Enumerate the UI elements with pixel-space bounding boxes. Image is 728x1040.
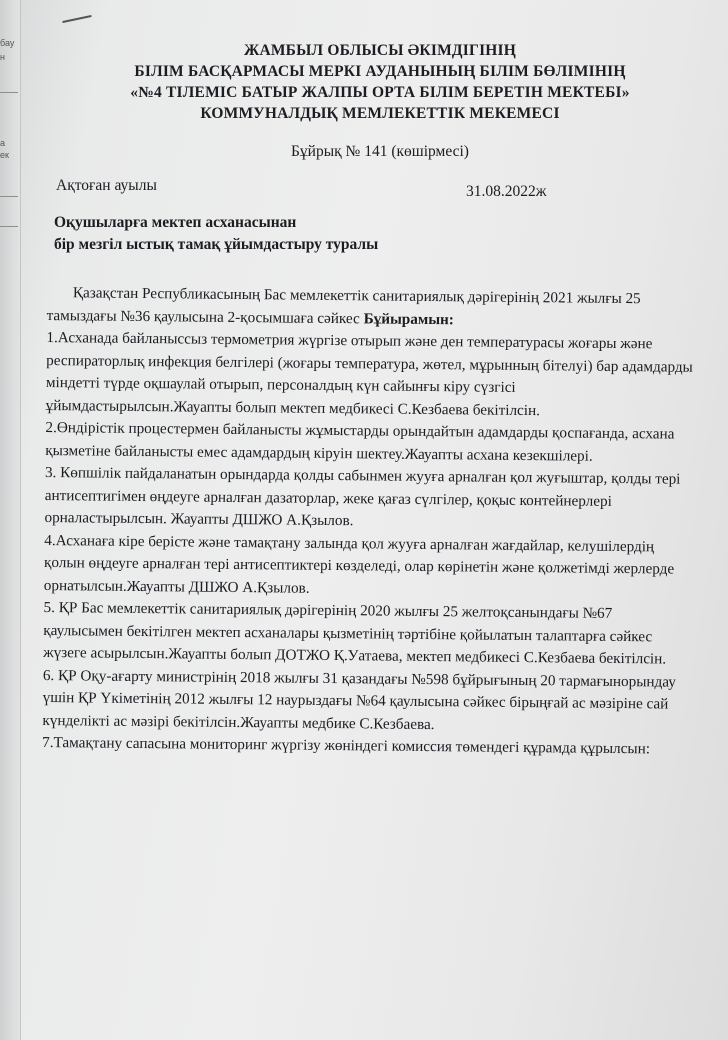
header-line: БІЛІМ БАСҚАРМАСЫ МЕРКІ АУДАНЫНЫҢ БІЛІМ БӨЛІМІНІҢ bbox=[134, 63, 626, 80]
header-line: КОММУНАЛДЫҚ МЕМЛЕКЕТТІК МЕКЕМЕСІ bbox=[200, 105, 560, 122]
header-line: ЖАМБЫЛ ОБЛЫСЫ ӘКІМДІГІНІҢ bbox=[243, 42, 517, 59]
order-date: 31.08.2022ж bbox=[466, 183, 547, 200]
order-item: 5. ҚР Бас мемлекеттік санитариялық дәрігерінің 2020 жылғы 25 желтоқсанындағы №67 қаулысымен бекітілген мектеп асханалары қызметінің тәртібіне қойылатын талаптарға сәйкес жүзеге асырылсын.Жауапты болып ДОТЖО Қ.Уатаева, мектеп медбикесі С.Кезбаева бекітілсін. bbox=[43, 598, 667, 668]
margin-rule bbox=[0, 196, 18, 197]
subject-line: Оқушыларға мектеп асханасынан bbox=[54, 214, 297, 231]
order-item: 3. Көпшілік пайдаланатын орындарда қолды сабынмен жууға арналған қол жуғыштар, қолды тері антисептигімен өңдеуге арналған дазаторлар, жеке қағаз сүлгілер, қоқыс контейнерлері орналастырылсын. Жауапты ДШЖО А.Қзылов. bbox=[44, 463, 681, 530]
order-item: 4.Асханаға кіре берісте және тамақтану залында қол жууға арналған жағдайлар, келушілердің қолын өңдеуге арналған тері антисептиктері көзделеді, олар көрінетін және қолжетімді жерлерде орнатылсын.Жауапты ДШЖО А.Қзылов. bbox=[43, 531, 675, 597]
adjacent-page-margin bbox=[0, 0, 21, 1040]
order-subject bbox=[54, 212, 378, 256]
pen-mark bbox=[62, 15, 92, 23]
order-item: 2.Өндірістік процестермен байланысты жұмыстарды орындайтын адамдарды қоспағанда, асхана қызметіне байланысты емес адамдардың кіруін шектеу.Жауапты асхана кезекшілері. bbox=[45, 418, 675, 465]
village-name: Ақтоған ауылы bbox=[56, 177, 157, 194]
subject-line: бір мезгіл ыстық тамақ ұйымдастыру туралы bbox=[54, 236, 379, 253]
intro-command: Бұйырамын: bbox=[363, 309, 455, 328]
order-body bbox=[42, 282, 697, 761]
intro-paragraph bbox=[47, 282, 697, 334]
order-item: 6. ҚР Оқу-ағарту министрінің 2018 жылғы 31 қазандағы №598 бұйрығының 20 тармағынорындау үшін ҚР Үкіметінің 2012 жылғы 12 наурыздағы №64 қаулысына сәйкес бірыңғай ас мәзіріне сай күнделікті ас мәзірі бекітілсін.Жауапты медбике С.Кезбаева. bbox=[42, 666, 676, 733]
organization-header bbox=[60, 40, 700, 124]
header-line: «№4 ТІЛЕМІС БАТЫР ЖАЛПЫ ОРТА БІЛІМ БЕРЕТІН МЕКТЕБІ» bbox=[130, 84, 630, 101]
order-number: Бұйрық № 141 (көшірмесі) bbox=[291, 143, 469, 160]
order-item: 7.Тамақтану сапасына мониторинг жүргізу жөніндегі комиссия төмендегі құрамда құрылсын: bbox=[42, 733, 651, 758]
margin-rule bbox=[0, 92, 18, 93]
margin-rule bbox=[0, 226, 18, 227]
margin-fragment: бау bbox=[0, 38, 15, 48]
margin-fragment: а bbox=[0, 138, 6, 148]
order-item: 1.Асханада байланыссыз термометрия жүргізе отырып және ден температурасы жоғары және респираторлық инфекция белгілері (жоғары температура, жөтел, мұрынның бітелуі) бар адамдарды міндетті түрде оқшаулай отырып, персоналдың күн сайынғы кіру сүзгісі ұйымдастырылсын.Жауапты болып мектеп медбикесі С.Кезбаева бекітілсін. bbox=[45, 328, 693, 419]
margin-fragment: ек bbox=[0, 150, 9, 160]
margin-fragment: н bbox=[0, 52, 5, 62]
intro-text: Қазақстан Республикасының Бас мемлекеттік санитариялық дәрігерінің 2021 жылғы 25 тамыздағы №36 қаулысына 2-қосымшаға сәйкес bbox=[46, 284, 641, 327]
